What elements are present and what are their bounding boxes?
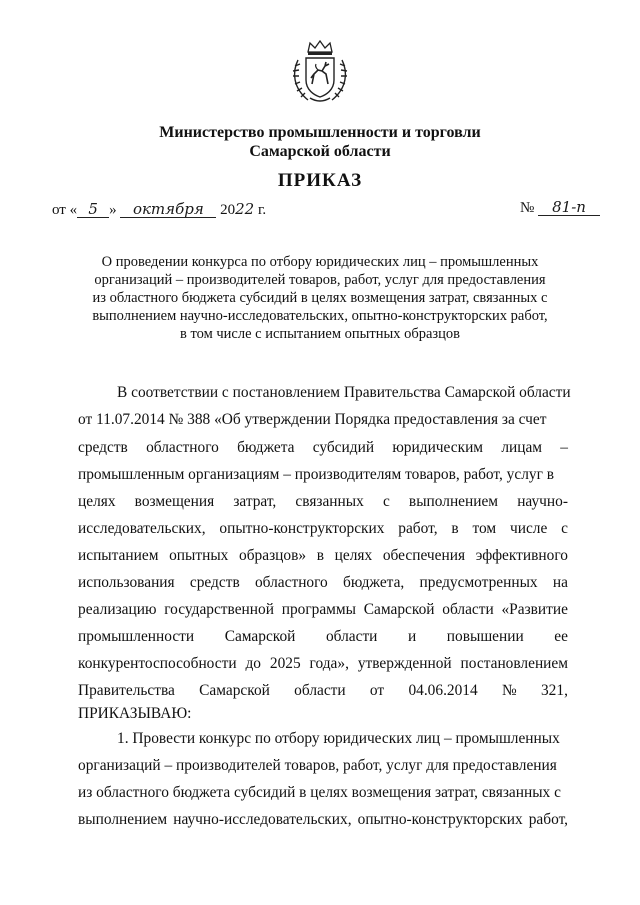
body-text-line [78, 682, 568, 700]
subject-line: из областного бюджета субсидий в целях возмещения затрат, связанных с [92, 290, 548, 306]
body-text-line: организаций – производителей товаров, работ, услуг для предоставления [78, 757, 557, 774]
word: – [560, 439, 568, 456]
body-text-line: В соответствии с постановлением Правительства Самарской области [117, 384, 571, 401]
number-sign: № [520, 200, 535, 216]
word: средств [189, 574, 240, 591]
word: образцов» [239, 547, 307, 564]
date-suffix: г. [257, 202, 267, 218]
word: опытных [169, 547, 229, 564]
word: на [552, 574, 568, 591]
word: области [294, 682, 346, 699]
body-text-line: промышленным организациям – производителям товаров, работ, услуг в [78, 466, 555, 483]
word: 04.06.2014 [408, 682, 478, 699]
body-text-line [78, 601, 568, 619]
date-month: октября [120, 202, 216, 218]
word: области [325, 628, 378, 645]
order-number-value: 81-п [538, 200, 600, 216]
word: конкурентоспособности [78, 655, 237, 672]
word: бюджета [237, 439, 295, 456]
date-year-handwritten: 22 [235, 200, 255, 218]
word: года», [309, 655, 349, 672]
word: бюджета, [343, 574, 405, 591]
body-text-line: из областного бюджета субсидий в целях возмещения затрат, связанных с [78, 784, 561, 801]
word: областного [254, 574, 328, 591]
order-date [52, 200, 266, 219]
body-text-line [78, 811, 568, 829]
word: и [407, 628, 417, 645]
word: испытанием [78, 547, 159, 564]
word: целях [334, 547, 373, 564]
word: ее [554, 628, 568, 645]
word: работ, [398, 520, 438, 537]
word: областного [146, 439, 219, 456]
date-prefix: от « [52, 202, 78, 218]
word: в [451, 520, 459, 537]
body-text-line [78, 493, 568, 511]
body-text-line: от 11.07.2014 № 388 «Об утверждении Порядка предоставления за счет [78, 411, 547, 428]
word: целях [78, 493, 116, 510]
word: государственной [164, 601, 274, 618]
word: Самарской [224, 628, 296, 645]
word: связанных [295, 493, 364, 510]
word: опытно-конструкторских [357, 811, 523, 828]
subject-line: в том числе с испытанием опытных образцов [179, 326, 460, 342]
order-number [520, 200, 600, 217]
word: области [442, 601, 494, 618]
ministry-name-line2: Самарской области [249, 143, 391, 160]
word: реализацию [78, 601, 157, 618]
ministry-name-line1: Министерство промышленности и торговли [159, 124, 481, 141]
word: исследовательских, [78, 520, 206, 537]
word: 321, [540, 682, 568, 699]
word: «Развитие [501, 601, 568, 618]
word: Правительства [78, 682, 175, 699]
word: эффективного [475, 547, 568, 564]
date-year-prefix: 20 [220, 202, 236, 218]
word: юридическим [392, 439, 484, 456]
word: опытно-конструкторских [219, 520, 385, 537]
word: субсидий [312, 439, 375, 456]
word: том [472, 520, 497, 537]
word: программы [281, 601, 357, 618]
word: обеспечения [382, 547, 466, 564]
word: выполнением [78, 811, 168, 828]
word: выполнением [408, 493, 499, 510]
date-day: 5 [77, 202, 109, 218]
word: до [245, 655, 261, 672]
body-text-line [78, 520, 568, 538]
word: с [561, 520, 568, 537]
word: с [382, 493, 390, 510]
word: использования [78, 574, 175, 591]
word: затрат, [233, 493, 277, 510]
word: в [316, 547, 324, 564]
coat-of-arms-emblem [288, 38, 352, 106]
subject-line: выполнением научно-исследовательских, опытно-конструкторских работ, [92, 308, 548, 324]
body-text-line [78, 628, 568, 646]
word: повышении [446, 628, 524, 645]
body-text-line [78, 547, 568, 565]
date-quote-close: » [109, 202, 117, 218]
word: Самарской [363, 601, 435, 618]
word: Самарской [199, 682, 270, 699]
word: числе [509, 520, 548, 537]
word: возмещения [134, 493, 215, 510]
body-text-line: 1. Провести конкурс по отбору юридических лиц – промышленных [117, 730, 560, 747]
body-text-line [78, 574, 568, 592]
body-text-line: ПРИКАЗЫВАЮ: [78, 705, 192, 722]
word: лицам [501, 439, 543, 456]
body-text-line [78, 439, 568, 457]
word: постановлением [460, 655, 568, 672]
document-type-title: ПРИКАЗ [277, 170, 363, 191]
subject-line: организаций – производителей товаров, работ, услуг для предоставления [94, 272, 546, 288]
word: № [502, 682, 517, 699]
word: научно- [517, 493, 568, 510]
word: от [369, 682, 385, 699]
word: средств [78, 439, 128, 456]
word: научно-исследовательских, [173, 811, 352, 828]
body-text-line [78, 655, 568, 673]
word: промышленности [78, 628, 195, 645]
word: работ, [528, 811, 568, 828]
word: предусмотренных [419, 574, 538, 591]
subject-line: О проведении конкурса по отбору юридических лиц – промышленных [101, 254, 539, 270]
word: 2025 [269, 655, 301, 672]
word: утвержденной [357, 655, 452, 672]
